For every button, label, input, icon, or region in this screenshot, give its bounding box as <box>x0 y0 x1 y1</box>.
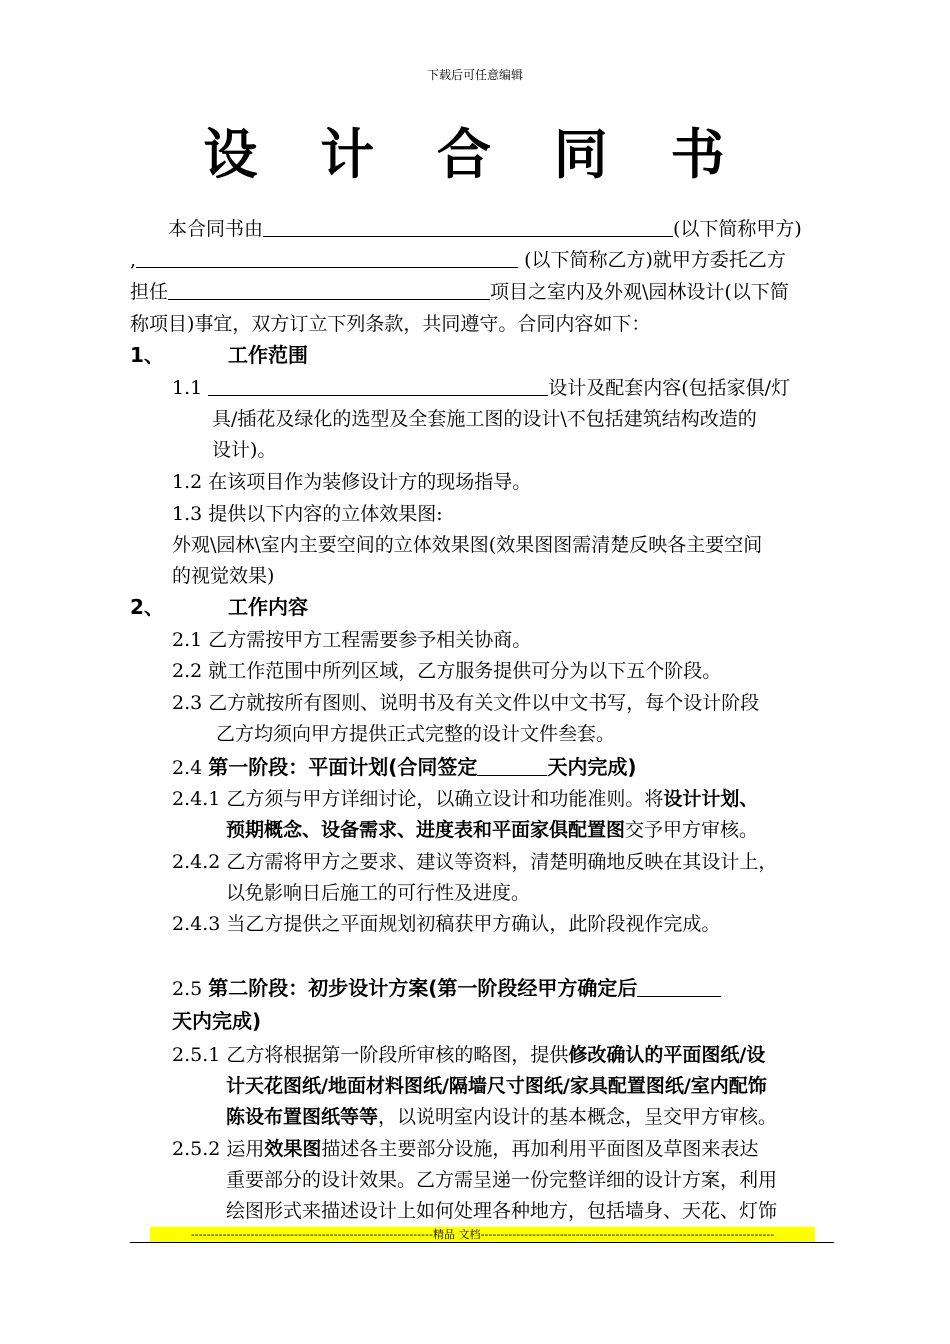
item-2-5-2-cont: 重要部分的设计效果。乙方需呈递一份完整详细的设计方案，利用 <box>226 1169 778 1191</box>
item-2-5-1-cont <box>226 1071 767 1101</box>
footer-rule <box>130 1242 834 1243</box>
intro-text: 本合同书由 <box>168 218 264 240</box>
days-blank <box>477 753 547 776</box>
intro-line-1 <box>168 214 802 244</box>
item-2-2: 2.2 就工作范围中所列区域，乙方服务提供可分为以下五个阶段。 <box>172 660 722 682</box>
item-2-5-cont <box>172 1006 261 1037</box>
item-text: 描述各主要部分设施，再加利用平面图及草图来表达 <box>321 1138 759 1160</box>
intro-text: (以下简称乙方)就甲方委托乙方 <box>518 249 786 271</box>
stage-title: 第二阶段：初步设计方案(第一阶段经甲方确定后 <box>208 976 638 1000</box>
page-header: 下载后可任意编辑 <box>426 68 523 82</box>
item-2-1: 2.1 乙方需按甲方工程需要参予相关协商。 <box>172 629 532 651</box>
project-blank <box>168 277 490 300</box>
item-text: ，以说明室内设计的基本概念，呈交甲方审核。 <box>378 1106 778 1128</box>
item-2-4-2: 2.4.2 乙方需将甲方之要求、建议等资料，清楚明确地反映在其设计上， <box>172 851 778 873</box>
item-text: 1.1 <box>172 377 209 399</box>
item-2-5 <box>172 973 721 1004</box>
item-text: 2.5.2 运用 <box>172 1138 265 1160</box>
days-blank <box>637 974 721 997</box>
intro-line-2 <box>130 245 786 275</box>
stage-title: 天内完成) <box>547 755 637 779</box>
item-1-2: 1.2 在该项目作为装修设计方的现场指导。 <box>172 471 532 493</box>
item-2-4-1 <box>172 784 758 814</box>
intro-line-3 <box>130 277 789 307</box>
bold-text: 效果图 <box>264 1138 322 1160</box>
bold-text: 修改确认的平面图纸/设 <box>568 1044 766 1066</box>
item-text: 设计及配套内容(包括家俱/灯 <box>548 377 791 399</box>
item-1-1 <box>172 373 790 403</box>
intro-text: , <box>130 249 137 271</box>
section-number: 1、 <box>130 343 164 367</box>
page-title: 设 计 合 同 书 <box>203 123 747 186</box>
bold-text: 计天花图纸/地面材料图纸/隔墙尺寸图纸/家具配置图纸/室内配饰 <box>226 1075 767 1097</box>
item-2-3: 2.3 乙方就按所有图则、说明书及有关文件以中文书写，每个设计阶段 <box>172 692 760 714</box>
item-1-3-cont: 外观\园林\室内主要空间的立体效果图(效果图图需清楚反映各主要空间 <box>172 534 763 556</box>
item-2-4-3: 2.4.3 当乙方提供之平面规划初稿获甲方确认，此阶段视作完成。 <box>172 913 721 935</box>
item-2-5-2 <box>172 1134 758 1164</box>
intro-text: (以下简称甲方) <box>673 218 802 240</box>
section-number: 2、 <box>130 595 164 619</box>
intro-text: 担任 <box>130 281 169 303</box>
section-title: 工作范围 <box>228 343 308 367</box>
design-scope-blank <box>208 373 548 396</box>
item-1-3: 1.3 提供以下内容的立体效果图: <box>172 503 443 525</box>
section-1-heading <box>130 340 308 370</box>
intro-line-4: 称项目)事宜，双方订立下列条款，共同遵守。合同内容如下： <box>130 313 651 335</box>
bold-text: 预期概念、设备需求、进度表和平面家俱配置图 <box>226 819 626 841</box>
section-title: 工作内容 <box>228 595 308 619</box>
item-1-1-cont: 具/插花及绿化的选型及全套施工图的设计\不包括建筑结构改造的 <box>212 408 757 430</box>
party-a-blank <box>263 214 673 237</box>
intro-text: 项目之室内及外观\园林设计(以下简 <box>490 281 789 303</box>
item-text: 2.4.1 乙方须与甲方详细讨论，以确立设计和功能准则。将 <box>172 788 664 810</box>
party-b-blank <box>136 245 518 268</box>
item-2-4-2-cont: 以免影响日后施工的可行性及进度。 <box>226 882 531 904</box>
item-text: 2.5.1 乙方将根据第一阶段所审核的略图，提供 <box>172 1044 569 1066</box>
stage-title: 第一阶段：平面计划(合同签定 <box>208 755 478 779</box>
item-2-5-2-cont: 绘图形式来描述设计上如何处理各种地方，包括墙身、天花、灯饰 <box>226 1200 778 1222</box>
item-2-5-1-cont <box>226 1102 777 1132</box>
item-2-3-cont: 乙方均须向甲方提供正式完整的设计文件叁套。 <box>216 723 616 745</box>
stage-title: 天内完成) <box>172 1009 262 1033</box>
item-2-4 <box>172 752 637 783</box>
footer-banner: -------------------------------------------------------------精品 文档-------------------------------------------------------------------------- <box>150 1227 815 1243</box>
bold-text: 陈设布置图纸等等 <box>226 1106 379 1128</box>
bold-text: 设计计划、 <box>663 788 759 810</box>
item-number: 2.5 <box>172 978 209 1000</box>
item-2-4-1-cont <box>226 815 758 845</box>
item-2-5-1 <box>172 1040 765 1070</box>
section-2-heading <box>130 592 308 622</box>
item-number: 2.4 <box>172 757 209 779</box>
item-1-3-cont: 的视觉效果) <box>172 565 275 587</box>
item-1-1-cont: 设计)。 <box>212 439 277 461</box>
item-text: 交予甲方审核。 <box>625 819 759 841</box>
